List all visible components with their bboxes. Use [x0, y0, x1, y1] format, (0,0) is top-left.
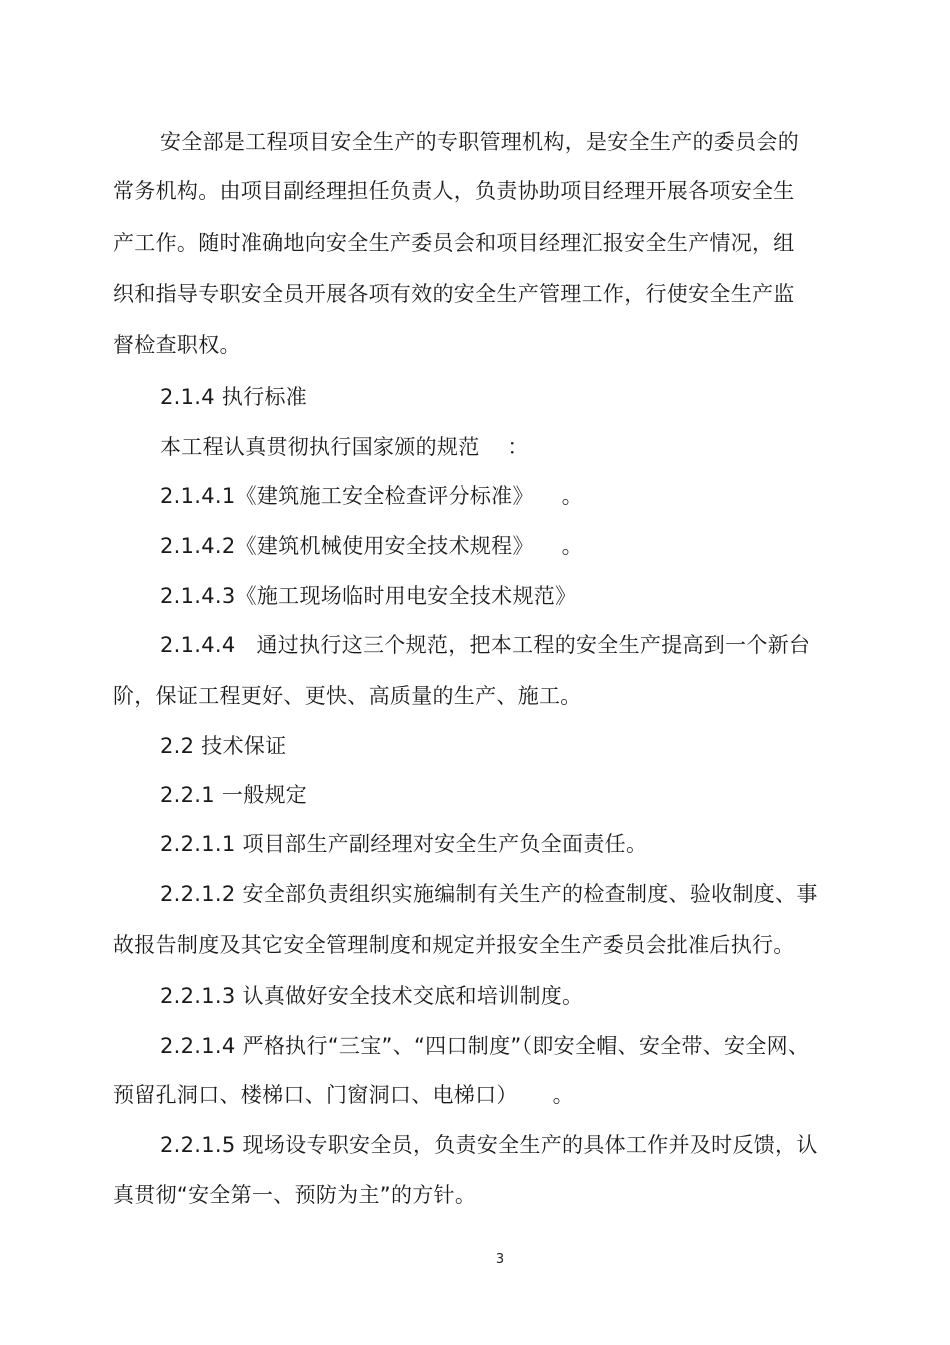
list-item: 2.1.4.1《建筑施工安全检查评分标准》 。	[160, 484, 583, 508]
list-item: 2.2.1.1 项目部生产副经理对安全生产负全面责任。	[160, 832, 648, 856]
section-heading: 2.2.1 一般规定	[160, 783, 308, 807]
text-line: 阶，保证工程更好、更快、高质量的生产、施工。	[113, 684, 582, 708]
text-line: 织和指导专职安全员开展各项有效的安全生产管理工作，行使安全生产监	[113, 282, 795, 306]
text-line: 督检查职权。	[113, 333, 241, 357]
text-line: 本工程认真贯彻执行国家颁的规范 ：	[160, 435, 529, 459]
text-line: 常务机构。由项目副经理担任负责人，负责协助项目经理开展各项安全生	[113, 179, 795, 203]
list-item: 2.1.4.3《施工现场临时用电安全技术规范》	[160, 584, 577, 608]
text-line: 产工作。随时准确地向安全生产委员会和项目经理汇报安全生产情况，组	[113, 231, 795, 255]
text-line: 故报告制度及其它安全管理制度和规定并报安全生产委员会批准后执行。	[113, 933, 795, 957]
list-item: 2.1.4.4 通过执行这三个规范，把本工程的安全生产提高到一个新台	[160, 633, 811, 657]
text-line: 安全部是工程项目安全生产的专职管理机构，是安全生产的委员会的	[160, 130, 799, 154]
page-number: 3	[495, 1252, 505, 1267]
list-item: 2.2.1.2 安全部负责组织实施编制有关生产的检查制度、验收制度、事	[160, 882, 818, 906]
list-item: 2.2.1.5 现场设专职安全员，负责安全生产的具体工作并及时反馈，认	[160, 1133, 818, 1157]
list-item: 2.1.4.2《建筑机械使用安全技术规程》 。	[160, 534, 583, 558]
text-line: 预留孔洞口、楼梯口、门窗洞口、电梯口） 。	[113, 1083, 574, 1107]
section-heading: 2.1.4 执行标准	[160, 385, 308, 409]
text-line: 真贯彻“安全第一、预防为主”的方针。	[113, 1183, 477, 1207]
section-heading: 2.2 技术保证	[160, 734, 287, 758]
list-item: 2.2.1.3 认真做好安全技术交底和培训制度。	[160, 984, 584, 1008]
list-item: 2.2.1.4 严格执行“三宝”、“四口制度”（即安全帽、安全带、安全网、	[160, 1034, 810, 1058]
